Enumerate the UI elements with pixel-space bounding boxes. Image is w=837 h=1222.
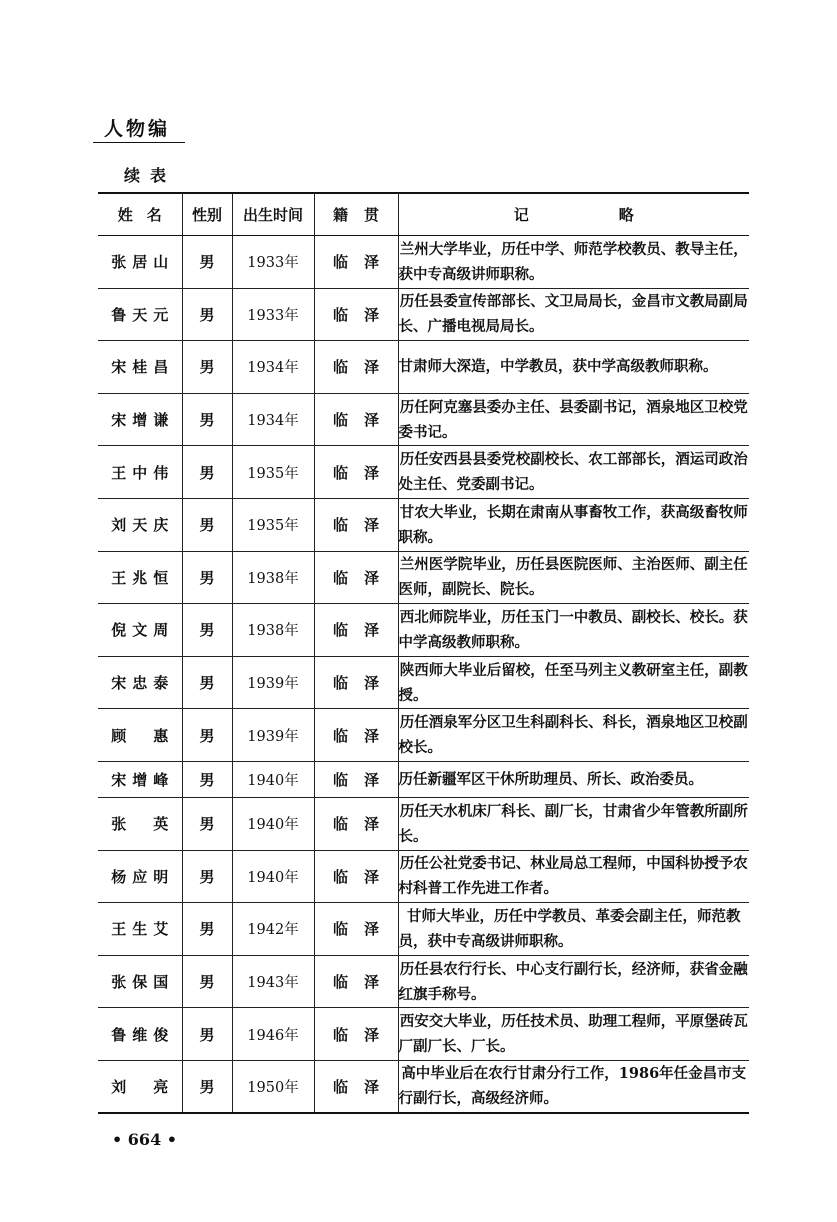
person-gender: 男 [182, 341, 232, 394]
person-biography: 历任县委宣传部部长、文卫局局长，金昌市文教局副局长、广播电视局局长。 [398, 288, 749, 341]
person-birth-year: 1940年 [232, 797, 314, 850]
person-name: 宋桂昌 [98, 341, 182, 394]
person-birth-year: 1940年 [232, 850, 314, 903]
column-header-native: 籍贯 [314, 193, 398, 236]
person-gender: 男 [182, 656, 232, 709]
person-biography: 兰州医学院毕业，历任县医院医师、主治医师、副主任医师，副院长、院长。 [398, 551, 749, 604]
person-biography: 历任天水机床厂科长、副厂长，甘肃省少年管教所副所长。 [398, 797, 749, 850]
person-native-place: 临泽 [314, 446, 398, 499]
person-birth-year: 1935年 [232, 446, 314, 499]
table-row [98, 446, 749, 499]
person-biography: 历任酒泉军分区卫生科副科长、科长，酒泉地区卫校副校长。 [398, 709, 749, 762]
person-native-place: 临泽 [314, 761, 398, 797]
person-native-place: 临泽 [314, 797, 398, 850]
column-header-gender: 性别 [182, 193, 232, 236]
person-native-place: 临泽 [314, 604, 398, 657]
person-name: 刘天庆 [98, 498, 182, 551]
person-birth-year: 1938年 [232, 551, 314, 604]
person-name: 王生艾 [98, 903, 182, 956]
person-gender: 男 [182, 1060, 232, 1113]
person-name: 鲁天元 [98, 288, 182, 341]
person-native-place: 临泽 [314, 903, 398, 956]
person-name: 杨应明 [98, 850, 182, 903]
person-gender: 男 [182, 955, 232, 1008]
person-gender: 男 [182, 288, 232, 341]
table-row [98, 1008, 749, 1061]
table-row [98, 341, 749, 394]
person-name: 宋忠泰 [98, 656, 182, 709]
person-name: 王兆恒 [98, 551, 182, 604]
person-native-place: 临泽 [314, 288, 398, 341]
person-biography: 甘肃师大深造，中学教员，获中学高级教师职称。 [398, 341, 749, 394]
person-birth-year: 1943年 [232, 955, 314, 1008]
section-title-rule [93, 142, 185, 143]
table-row [98, 393, 749, 446]
person-name: 张居山 [98, 236, 182, 289]
person-biography: 甘农大毕业，长期在肃南从事畜牧工作，获高级畜牧师职称。 [398, 498, 749, 551]
page-number: • 664 • [112, 1130, 177, 1149]
person-gender: 男 [182, 498, 232, 551]
person-biography: 西北师院毕业，历任玉门一中教员、副校长、校长。获中学高级教师职称。 [398, 604, 749, 657]
person-biography: 西安交大毕业，历任技术员、助理工程师，平原堡砖瓦厂副厂长、厂长。 [398, 1008, 749, 1061]
table-row [98, 955, 749, 1008]
table-body [98, 236, 749, 1114]
section-title: 人物编 [104, 118, 171, 140]
table-row [98, 604, 749, 657]
person-gender: 男 [182, 709, 232, 762]
table-row [98, 288, 749, 341]
person-birth-year: 1942年 [232, 903, 314, 956]
table-row [98, 761, 749, 797]
table-row [98, 850, 749, 903]
table-row [98, 709, 749, 762]
person-name: 王中伟 [98, 446, 182, 499]
person-birth-year: 1935年 [232, 498, 314, 551]
person-name: 刘 亮 [98, 1060, 182, 1113]
column-header-born: 出生时间 [232, 193, 314, 236]
person-native-place: 临泽 [314, 955, 398, 1008]
person-biography: 兰州大学毕业，历任中学、师范学校教员、教导主任，获中专高级讲师职称。 [398, 236, 749, 289]
table-row [98, 656, 749, 709]
person-name: 宋增谦 [98, 393, 182, 446]
header-row [98, 193, 749, 236]
person-birth-year: 1933年 [232, 236, 314, 289]
column-header-bio: 记略 [398, 193, 749, 236]
person-biography: 历任阿克塞县委办主任、县委副书记，酒泉地区卫校党委书记。 [398, 393, 749, 446]
person-native-place: 临泽 [314, 1008, 398, 1061]
person-gender: 男 [182, 850, 232, 903]
person-native-place: 临泽 [314, 551, 398, 604]
person-name: 宋增峰 [98, 761, 182, 797]
person-native-place: 临泽 [314, 393, 398, 446]
person-gender: 男 [182, 446, 232, 499]
column-header-name: 姓名 [98, 193, 182, 236]
table-row [98, 1060, 749, 1113]
person-name: 张 英 [98, 797, 182, 850]
person-native-place: 临泽 [314, 656, 398, 709]
person-gender: 男 [182, 236, 232, 289]
person-native-place: 临泽 [314, 1060, 398, 1113]
person-name: 顾 惠 [98, 709, 182, 762]
person-gender: 男 [182, 604, 232, 657]
person-birth-year: 1934年 [232, 341, 314, 394]
person-name: 鲁维俊 [98, 1008, 182, 1061]
table-row [98, 903, 749, 956]
person-birth-year: 1938年 [232, 604, 314, 657]
person-birth-year: 1939年 [232, 709, 314, 762]
table-row [98, 498, 749, 551]
person-native-place: 临泽 [314, 498, 398, 551]
table-header [98, 193, 749, 236]
person-birth-year: 1950年 [232, 1060, 314, 1113]
person-native-place: 临泽 [314, 850, 398, 903]
person-gender: 男 [182, 551, 232, 604]
table-row [98, 797, 749, 850]
person-gender: 男 [182, 1008, 232, 1061]
table-row [98, 236, 749, 289]
person-native-place: 临泽 [314, 236, 398, 289]
person-gender: 男 [182, 797, 232, 850]
person-native-place: 临泽 [314, 341, 398, 394]
person-gender: 男 [182, 903, 232, 956]
person-biography: 陕西师大毕业后留校，任至马列主义教研室主任，副教授。 [398, 656, 749, 709]
person-gender: 男 [182, 393, 232, 446]
person-gender: 男 [182, 761, 232, 797]
person-biography: 甘师大毕业，历任中学教员、革委会副主任，师范教员，获中专高级讲师职称。 [398, 903, 749, 956]
person-birth-year: 1939年 [232, 656, 314, 709]
table-caption: 续表 [124, 166, 177, 185]
person-biography: 历任公社党委书记、林业局总工程师，中国科协授予农村科普工作先进工作者。 [398, 850, 749, 903]
person-name: 张保国 [98, 955, 182, 1008]
person-birth-year: 1946年 [232, 1008, 314, 1061]
person-birth-year: 1933年 [232, 288, 314, 341]
person-birth-year: 1934年 [232, 393, 314, 446]
table-row [98, 551, 749, 604]
person-biography: 历任新疆军区干休所助理员、所长、政治委员。 [398, 761, 749, 797]
person-biography: 历任县农行行长、中心支行副行长，经济师，获省金融红旗手称号。 [398, 955, 749, 1008]
person-biography: 高中毕业后在农行甘肃分行工作，1986年任金昌市支行副行长，高级经济师。 [398, 1060, 749, 1113]
person-name: 倪文周 [98, 604, 182, 657]
biography-table [98, 192, 749, 1114]
person-native-place: 临泽 [314, 709, 398, 762]
person-biography: 历任安西县县委党校副校长、农工部部长，酒运司政治处主任、党委副书记。 [398, 446, 749, 499]
person-birth-year: 1940年 [232, 761, 314, 797]
